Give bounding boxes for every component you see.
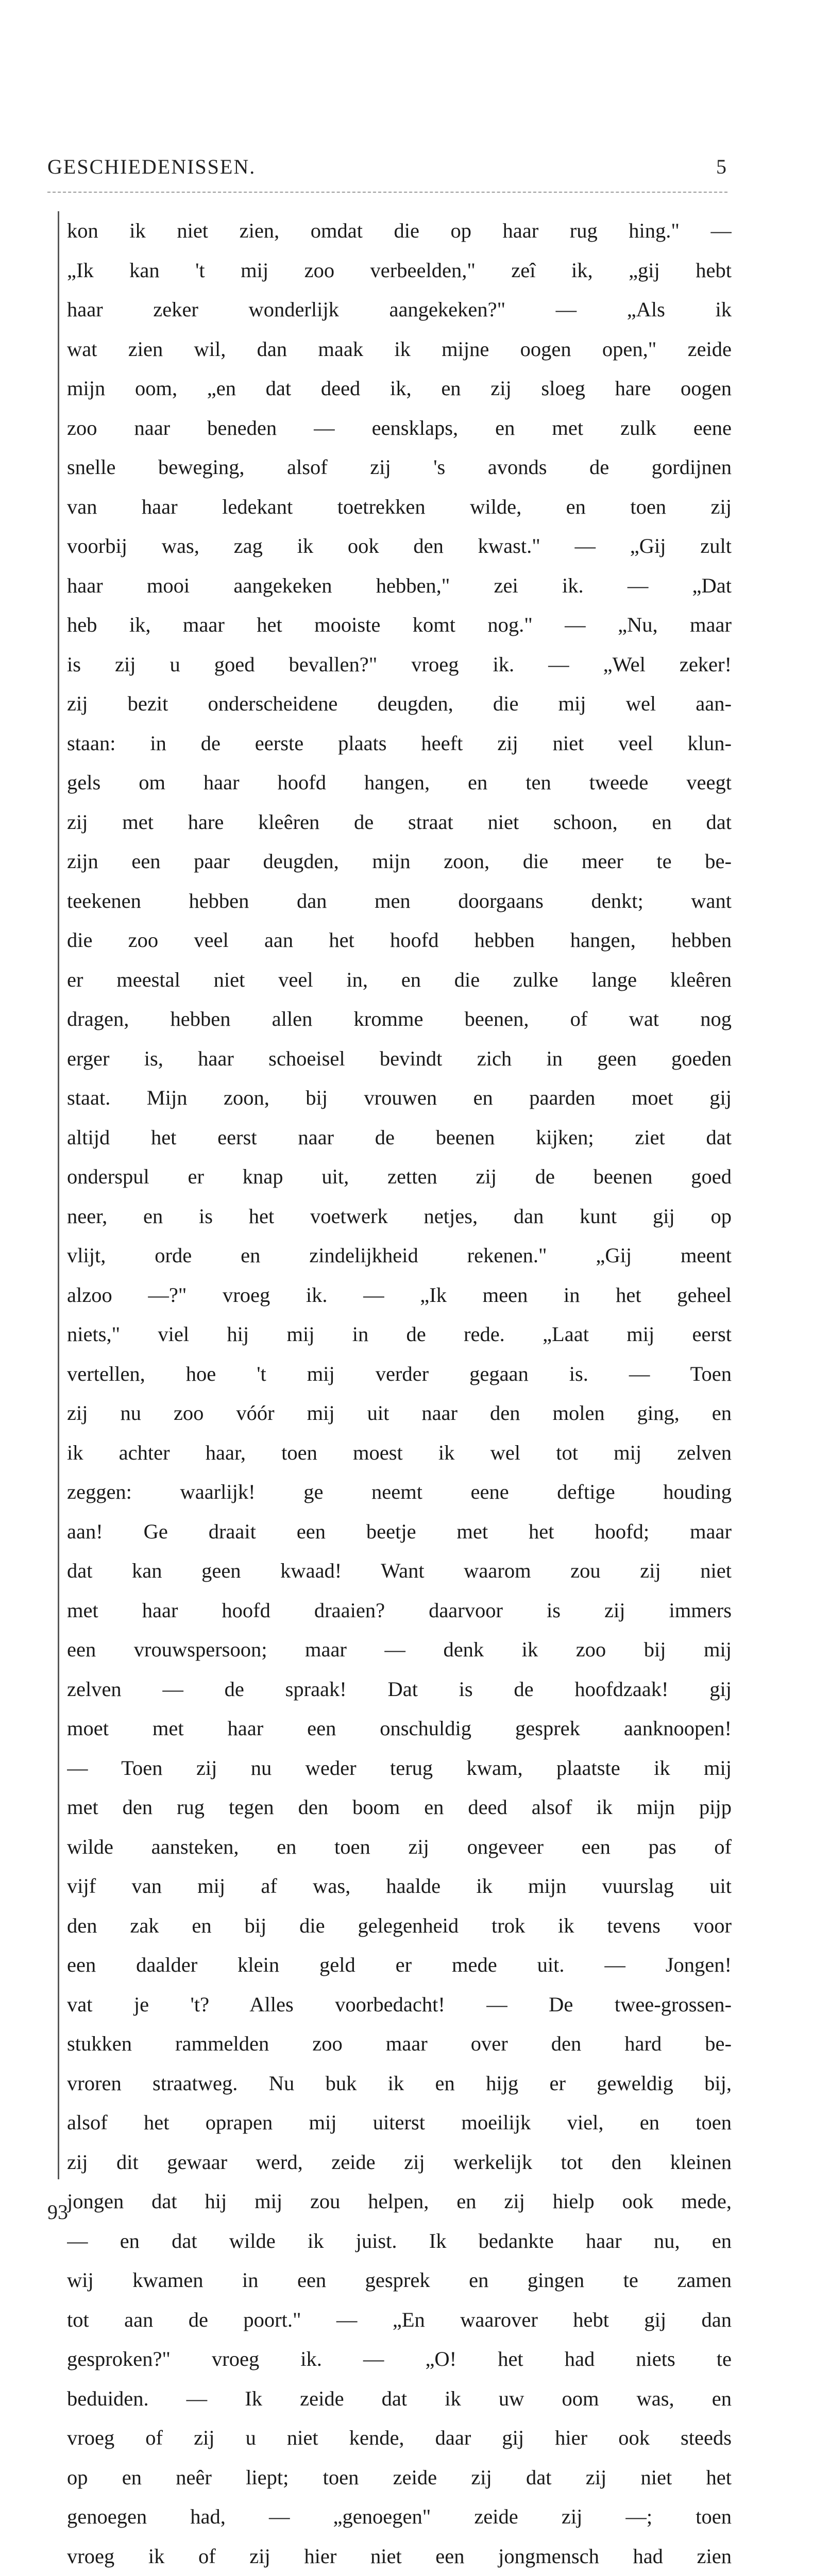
text-line: stukken rammelden zoo maar over den hard be- [67, 2024, 732, 2064]
text-line: moet met haar een onschuldig gesprek aanknoopen! [67, 1709, 732, 1749]
text-line: vroeg ik of zij hier niet een jongmensch had zien [67, 2537, 732, 2576]
text-line: altijd het eerst naar de beenen kijken; ziet dat [67, 1118, 732, 1158]
text-line: onderspul er knap uit, zetten zij de beenen goed [67, 1157, 732, 1197]
text-line: wat zien wil, dan maak ik mijne oogen open," zeide [67, 330, 732, 369]
page-number: 5 [716, 155, 727, 179]
text-line: teekenen hebben dan men doorgaans denkt; want [67, 882, 732, 921]
text-line: — Toen zij nu weder terug kwam, plaatste ik mij [67, 1749, 732, 1788]
text-line: een daalder klein geld er mede uit. — Jongen! [67, 1945, 732, 1985]
text-line: vertellen, hoe 't mij verder gegaan is. — Toen [67, 1354, 732, 1394]
text-line: dragen, hebben allen kromme beenen, of wat nog [67, 999, 732, 1039]
text-line: zij dit gewaar werd, zeide zij werkelijk tot den kleinen [67, 2143, 732, 2182]
text-line: zij met hare kleêren de straat niet schoon, en dat [67, 803, 732, 842]
text-line: snelle beweging, alsof zij 's avonds de gordijnen [67, 448, 732, 487]
text-line: zelven — de spraak! Dat is de hoofdzaak! gij [67, 1670, 732, 1709]
text-line: die zoo veel aan het hoofd hebben hangen, hebben [67, 921, 732, 960]
text-line: wij kwamen in een gesprek en gingen te zamen [67, 2261, 732, 2300]
text-line: gesproken?" vroeg ik. — „O! het had niets te [67, 2340, 732, 2379]
signature-mark: 93 [47, 2200, 68, 2224]
text-line: den zak en bij die gelegenheid trok ik tevens voor [67, 1906, 732, 1946]
text-line: haar zeker wonderlijk aangekeken?" — „Als ik [67, 290, 732, 330]
text-line: alsof het oprapen mij uiterst moeilijk viel, en toen [67, 2103, 732, 2143]
body-text [67, 211, 732, 2576]
text-line: mijn oom, „en dat deed ik, en zij sloeg hare oogen [67, 369, 732, 409]
margin-line [58, 211, 59, 2179]
text-line: van haar ledekant toetrekken wilde, en toen zij [67, 487, 732, 527]
text-line: tot aan de poort." — „En waarover hebt gij dan [67, 2300, 732, 2340]
text-line: „Ik kan 't mij zoo verbeelden," zeî ik, „gij hebt [67, 251, 732, 291]
text-line: kon ik niet zien, omdat die op haar rug hing." — [67, 211, 732, 251]
text-line: vroren straatweg. Nu buk ik en hijg er geweldig bij, [67, 2064, 732, 2104]
text-line: staan: in de eerste plaats heeft zij niet veel klun- [67, 724, 732, 764]
text-line: heb ik, maar het mooiste komt nog." — „Nu, maar [67, 605, 732, 645]
text-line: zeggen: waarlijk! ge neemt eene deftige houding [67, 1472, 732, 1512]
text-line: vlijt, orde en zindelijkheid rekenen." „Gij meent [67, 1236, 732, 1276]
text-line: haar mooi aangekeken hebben," zei ik. — „Dat [67, 566, 732, 606]
text-line: een vrouwspersoon; maar — denk ik zoo bij mij [67, 1630, 732, 1670]
header-rule [47, 192, 727, 193]
text-line: is zij u goed bevallen?" vroeg ik. — „Wel zeker! [67, 645, 732, 685]
text-line: dat kan geen kwaad! Want waarom zou zij niet [67, 1551, 732, 1591]
text-line: vat je 't? Alles voorbedacht! — De twee-grossen- [67, 1985, 732, 2025]
text-line: gels om haar hoofd hangen, en ten tweede veegt [67, 763, 732, 803]
running-title: GESCHIEDENISSEN. [47, 155, 256, 179]
text-line: neer, en is het voetwerk netjes, dan kunt gij op [67, 1197, 732, 1236]
text-line: aan! Ge draait een beetje met het hoofd; maar [67, 1512, 732, 1552]
text-line: zoo naar beneden — eensklaps, en met zulk eene [67, 409, 732, 448]
text-line: voorbij was, zag ik ook den kwast." — „Gij zult [67, 527, 732, 566]
text-line: zijn een paar deugden, mijn zoon, die meer te be- [67, 842, 732, 882]
text-line: staat. Mijn zoon, bij vrouwen en paarden moet gij [67, 1078, 732, 1118]
running-head [47, 155, 727, 185]
text-line: vijf van mij af was, haalde ik mijn vuurslag uit [67, 1867, 732, 1906]
text-line: met den rug tegen den boom en deed alsof ik mijn pijp [67, 1788, 732, 1827]
text-line: beduiden. — Ik zeide dat ik uw oom was, en [67, 2379, 732, 2419]
text-line: met haar hoofd draaien? daarvoor is zij immers [67, 1591, 732, 1631]
text-line: — en dat wilde ik juist. Ik bedankte haar nu, en [67, 2222, 732, 2261]
text-line: alzoo —?" vroeg ik. — „Ik meen in het geheel [67, 1276, 732, 1315]
text-line: ik achter haar, toen moest ik wel tot mij zelven [67, 1433, 732, 1473]
text-line: jongen dat hij mij zou helpen, en zij hielp ook mede, [67, 2182, 732, 2222]
text-line: niets," viel hij mij in de rede. „Laat mij eerst [67, 1315, 732, 1354]
text-line: wilde aansteken, en toen zij ongeveer een pas of [67, 1827, 732, 1867]
text-line: er meestal niet veel in, en die zulke lange kleêren [67, 960, 732, 1000]
text-line: vroeg of zij u niet kende, daar gij hier ook steeds [67, 2418, 732, 2458]
text-line: genoegen had, — „genoegen" zeide zij —; toen [67, 2497, 732, 2537]
text-line: erger is, haar schoeisel bevindt zich in geen goeden [67, 1039, 732, 1079]
text-line: zij nu zoo vóór mij uit naar den molen ging, en [67, 1394, 732, 1433]
text-line: zij bezit onderscheidene deugden, die mij wel aan- [67, 684, 732, 724]
text-line: op en neêr liept; toen zeide zij dat zij niet het [67, 2458, 732, 2498]
